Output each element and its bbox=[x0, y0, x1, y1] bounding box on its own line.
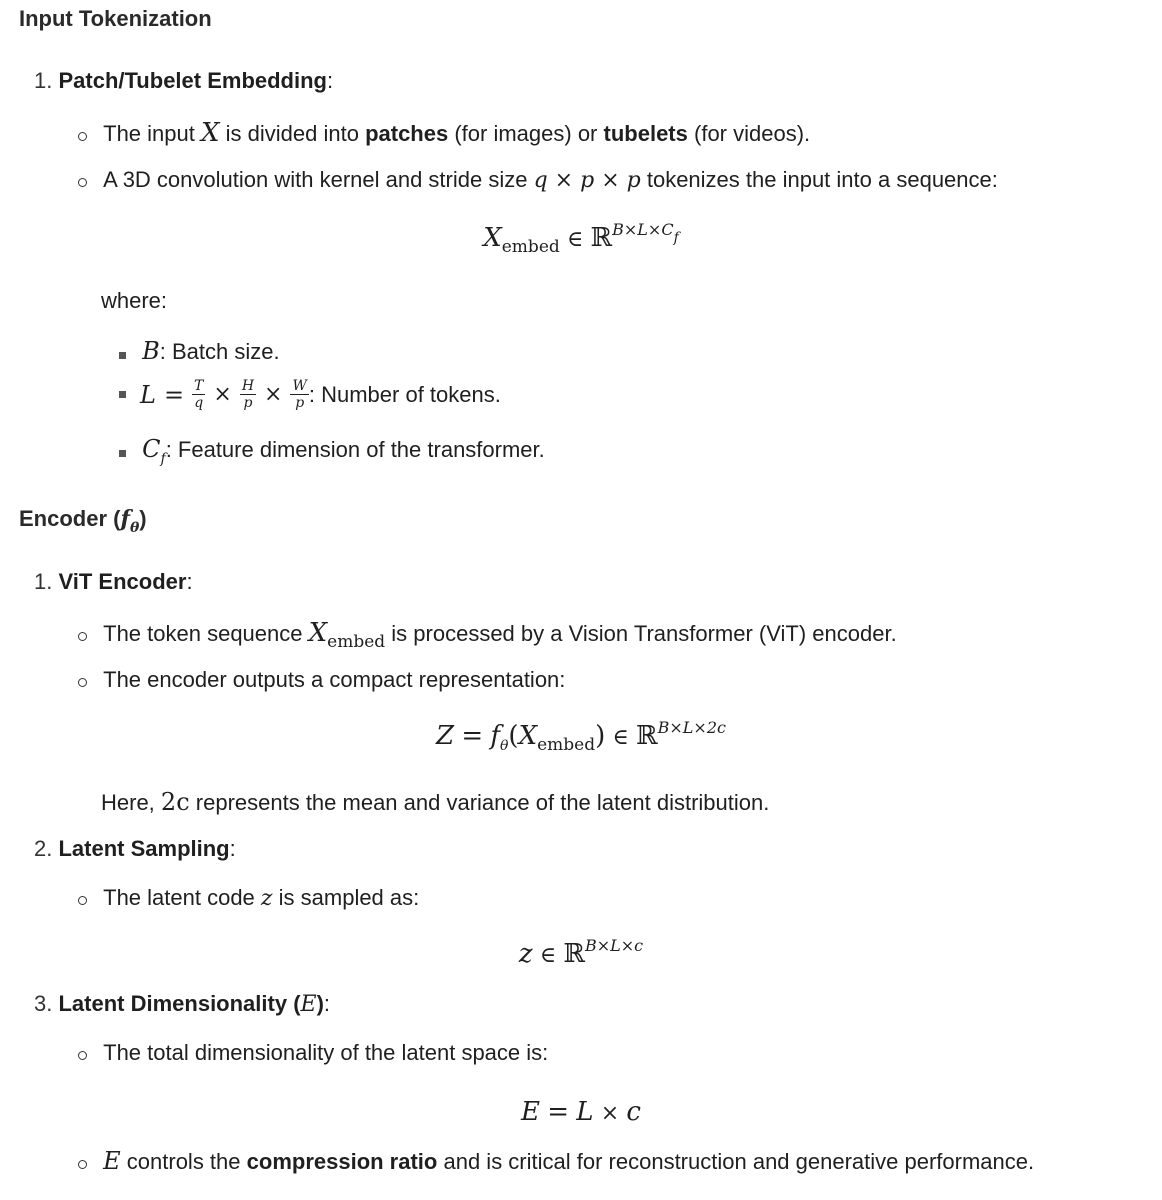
bullet-compression-ratio: E controls the compression ratio and is critical for reconstruction and generative performance. bbox=[78, 1147, 1034, 1175]
equation-x-embed: $X_{embed}$ ∈ ℝ$^{B\times L\times C}$f bbox=[483, 220, 679, 257]
list-item-vit-encoder: 1. ViT Encoder: bbox=[34, 569, 193, 594]
bullet-token-sequence: The token sequence $X_{embed}$ is processed by a Vision Transformer (ViT) encoder. bbox=[78, 618, 897, 648]
section-heading-input-tokenization: Input Tokenization bbox=[19, 6, 212, 31]
equation-e-lc: E = L × c bbox=[521, 1097, 641, 1127]
bullet-marker bbox=[78, 1160, 87, 1169]
bullet-marker bbox=[119, 450, 126, 457]
list-number: 1. bbox=[34, 68, 53, 93]
item-title: Latent Sampling bbox=[58, 836, 230, 861]
list-number: 1. bbox=[34, 569, 53, 594]
item-title: Latent Dimensionality (E) bbox=[58, 991, 324, 1017]
equation-z-encoder: $Z = f_\theta(X_{embed})$ ∈ ℝ$^{B\times L\times 2c}$ bbox=[436, 718, 726, 755]
bullet-latent-code: The latent code z is sampled as: bbox=[78, 885, 419, 911]
bullet-marker bbox=[78, 632, 87, 641]
bullet-marker bbox=[78, 178, 87, 187]
list-number: 3. bbox=[34, 991, 53, 1016]
bullet-input-divided: The input X is divided into patches (for images) or tubelets (for videos). bbox=[78, 118, 810, 148]
list-item-latent-dimensionality: 3. Latent Dimensionality (E): bbox=[34, 991, 331, 1017]
section-heading-encoder: Encoder $(f_\theta)$ bbox=[19, 506, 147, 536]
def-feature-dimension: $C_f$: Feature dimension of the transformer. bbox=[119, 435, 545, 463]
bullet-marker bbox=[78, 1051, 87, 1060]
bullet-marker bbox=[119, 391, 126, 398]
bullet-marker bbox=[78, 132, 87, 141]
list-item-latent-sampling: 2. Latent Sampling: bbox=[34, 836, 236, 861]
bullet-total-dimensionality: The total dimensionality of the latent space is: bbox=[78, 1040, 548, 1066]
list-item-patch-embedding: 1. Patch/Tubelet Embedding: bbox=[34, 68, 334, 93]
bullet-3d-convolution: A 3D convolution with kernel and stride size q × p × p tokenizes the input into a sequence: bbox=[78, 167, 998, 193]
bullet-encoder-outputs: The encoder outputs a compact representation: bbox=[78, 667, 565, 693]
list-number: 2. bbox=[34, 836, 53, 861]
bullet-marker bbox=[119, 352, 126, 359]
where-label: where: bbox=[101, 288, 168, 313]
equation-z-sample: z ∈ ℝ$^{B\times L\times c}$ bbox=[518, 936, 644, 969]
fraction-T-q: $\frac{T}{q}$ bbox=[194, 378, 204, 411]
def-batch-size: B: Batch size. bbox=[119, 337, 280, 365]
def-number-of-tokens: L = $\frac{T}{q}$ × $\frac{H}{p}$ × $\frac{W}{p}$ : Number of tokens. bbox=[119, 378, 501, 411]
fraction-H-p: $\frac{H}{p}$ bbox=[241, 378, 255, 411]
item-title: Patch/Tubelet Embedding bbox=[58, 68, 327, 93]
here-2c-note: Here, 2c represents the mean and variance of the latent distribution. bbox=[101, 788, 770, 816]
fraction-W-p: $\frac{W}{p}$ bbox=[292, 378, 307, 411]
bullet-marker bbox=[78, 678, 87, 687]
item-title: ViT Encoder bbox=[58, 569, 187, 594]
bullet-marker bbox=[78, 896, 87, 905]
